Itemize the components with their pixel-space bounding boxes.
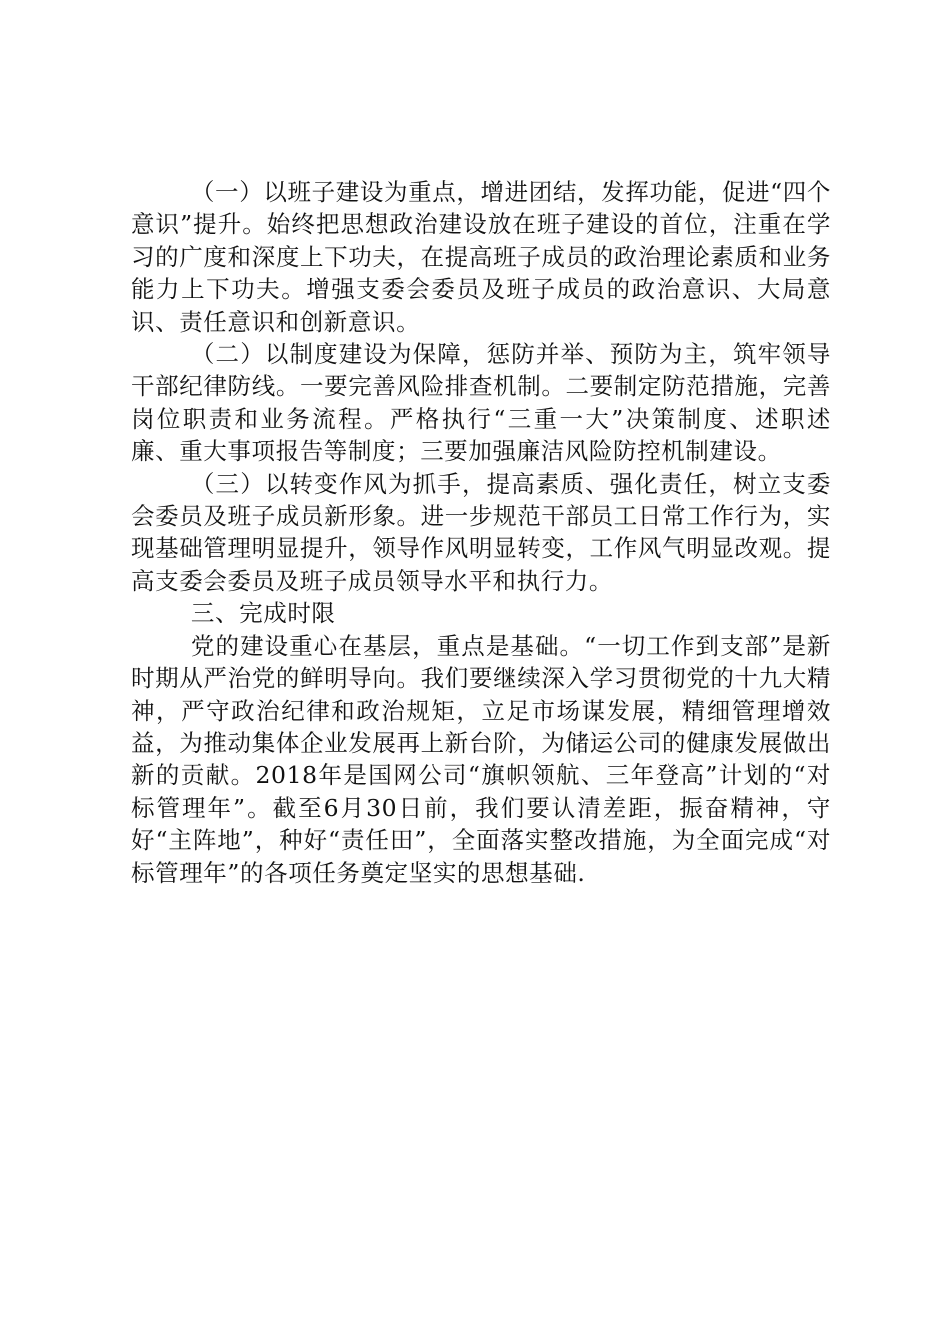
paragraph-class-building: （一）以班子建设为重点，增进团结，发挥功能，促进“四个意识”提升。始终把思想政治建设放在班子建设的首位，注重在学习的广度和深度上下功夫，在提高班子成员的政治理论素质和业务能力上下功夫。增强支委会委员及班子成员的政治意识、大局意识、责任意识和创新意识。 xyxy=(131,178,831,336)
paragraph-system-building: （二）以制度建设为保障，惩防并举、预防为主，筑牢领导干部纪律防线。一要完善风险排查机制。二要制定防范措施，完善岗位职责和业务流程。严格执行“三重一大”决策制度、述职述廉、重大事项报告等制度；三要加强廉洁风险防控机制建设。 xyxy=(131,340,831,466)
section-heading-deadline: 三、完成时限 xyxy=(190,599,336,628)
paragraph-work-style: （三）以转变作风为抓手，提高素质、强化责任，树立支委会委员及班子成员新形象。进一步规范干部员工日常工作行为，实现基础管理明显提升，领导作风明显转变，工作风气明显改观。提高支委会委员及班子成员领导水平和执行力。 xyxy=(131,469,831,595)
paragraph-party-building: 党的建设重心在基层，重点是基础。“一切工作到支部”是新时期从严治党的鲜明导向。我们要继续深入学习贯彻党的十九大精神，严守政治纪律和政治规矩，立足市场谋发展，精细管理增效益，为推动集体企业发展再上新台阶，为储运公司的健康发展做出新的贡献。2018年是国网公司“旗帜领航、三年登高”计划的“对标管理年”。截至6月30日前，我们要认清差距，振奋精神，守好“主阵地”，种好“责任田”，全面落实整改措施，为全面完成“对标管理年”的各项任务奠定坚实的思想基础. xyxy=(131,631,831,887)
document-body xyxy=(131,176,831,889)
